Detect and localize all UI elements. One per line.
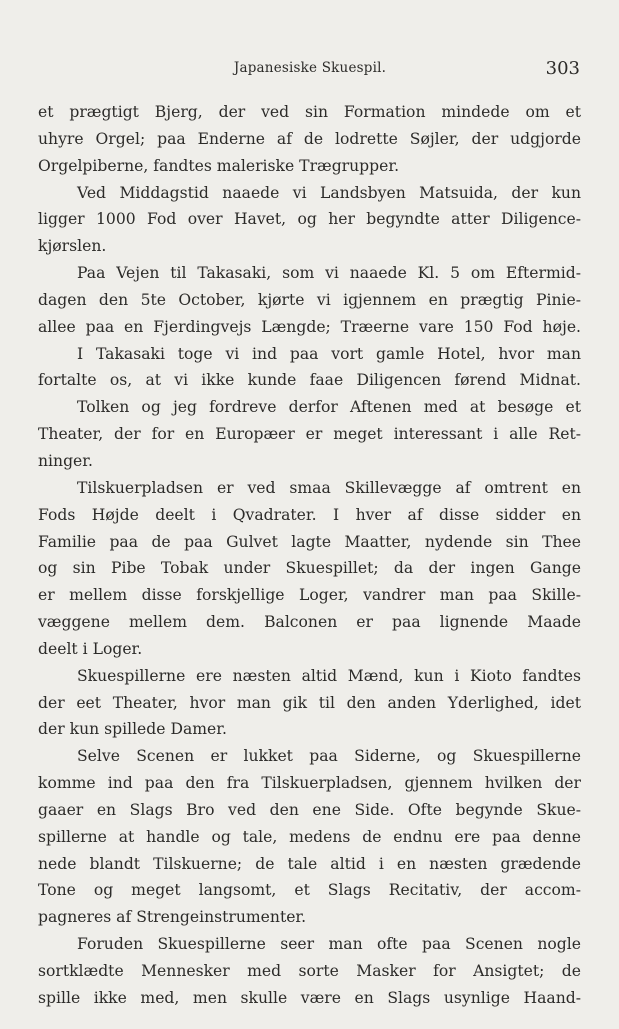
- text-line: spillerne at handle og tale, medens de endnu ere paa denne: [38, 827, 581, 846]
- text-line: I Takasaki toge vi ind paa vort gamle Hotel, hvor man: [77, 344, 581, 363]
- text-line: komme ind paa den fra Tilskuerpladsen, gjennem hvilken der: [38, 774, 581, 793]
- text-line: et prægtigt Bjerg, der ved sin Formation mindede om et: [38, 103, 581, 121]
- text-line: Tilskuerpladsen er ved smaa Skillevægge af omtrent en: [77, 478, 581, 497]
- text-line: væggene mellem dem. Balconen er paa lignende Maade: [38, 613, 581, 632]
- text-line: ligger 1000 Fod over Havet, og her begyndte atter Diligence-: [38, 210, 581, 229]
- text-line: Selve Scenen er lukket paa Siderne, og Skuespillerne: [77, 747, 581, 766]
- text-line: Skuespillerne ere næsten altid Mænd, kun i Kioto fandtes: [77, 666, 581, 685]
- text-line: gaaer en Slags Bro ved den ene Side. Ofte begynde Skue-: [38, 800, 581, 819]
- text-line: der kun spillede Damer.: [38, 720, 227, 739]
- text-line: og sin Pibe Tobak under Skuespillet; da der ingen Gange: [38, 559, 581, 578]
- text-line: allee paa en Fjerdingvejs Længde; Træerne vare 150 Fod høje.: [38, 317, 581, 336]
- text-line: Foruden Skuespillerne seer man ofte paa Scenen nogle: [77, 935, 581, 954]
- text-line: Theater, der for en Europæer er meget interessant i alle Ret-: [38, 425, 581, 444]
- text-line: pagneres af Strengeinstrumenter.: [38, 908, 307, 927]
- running-head: [40, 58, 580, 80]
- running-title: Japanesiske Skuespil.: [233, 60, 387, 76]
- text-line: nede blandt Tilskuerne; de tale altid i en næsten grædende: [38, 854, 581, 873]
- text-line: uhyre Orgel; paa Enderne af de lodrette Søjler, der udgjorde: [38, 129, 581, 148]
- text-line: Orgelpiberne, fandtes maleriske Trægrupper.: [38, 156, 400, 175]
- text-line: Familie paa de paa Gulvet lagte Maatter, nydende sin Thee: [38, 532, 581, 551]
- text-line: ninger.: [38, 451, 93, 470]
- text-line: Tone og meget langsomt, et Slags Recitativ, der accom-: [38, 881, 581, 900]
- text-line: dagen den 5te October, kjørte vi igjennem en prægtig Pinie-: [38, 290, 581, 309]
- body-text: [38, 99, 581, 1012]
- page-number: 303: [545, 58, 580, 79]
- text-line: fortalte os, at vi ikke kunde faae Diligencen førend Midnat.: [38, 371, 581, 390]
- text-line: er mellem disse forskjellige Loger, vandrer man paa Skille-: [38, 586, 581, 605]
- text-line: Ved Middagstid naaede vi Landsbyen Matsuida, der kun: [77, 183, 581, 202]
- text-line: kjørslen.: [38, 237, 107, 256]
- text-line: Tolken og jeg fordreve derfor Aftenen med at besøge et: [77, 398, 581, 417]
- text-line: Paa Vejen til Takasaki, som vi naaede Kl. 5 om Eftermid-: [77, 264, 581, 283]
- text-line: Fods Højde deelt i Qvadrater. I hver af disse sidder en: [38, 505, 581, 524]
- text-line: deelt i Loger.: [38, 639, 143, 658]
- text-line: der eet Theater, hvor man gik til den anden Yderlighed, idet: [38, 693, 581, 712]
- text-line: sortklædte Mennesker med sorte Masker for Ansigtet; de: [38, 962, 581, 980]
- text-line: spille ikke med, men skulle være en Slags usynlige Haand-: [38, 988, 581, 1007]
